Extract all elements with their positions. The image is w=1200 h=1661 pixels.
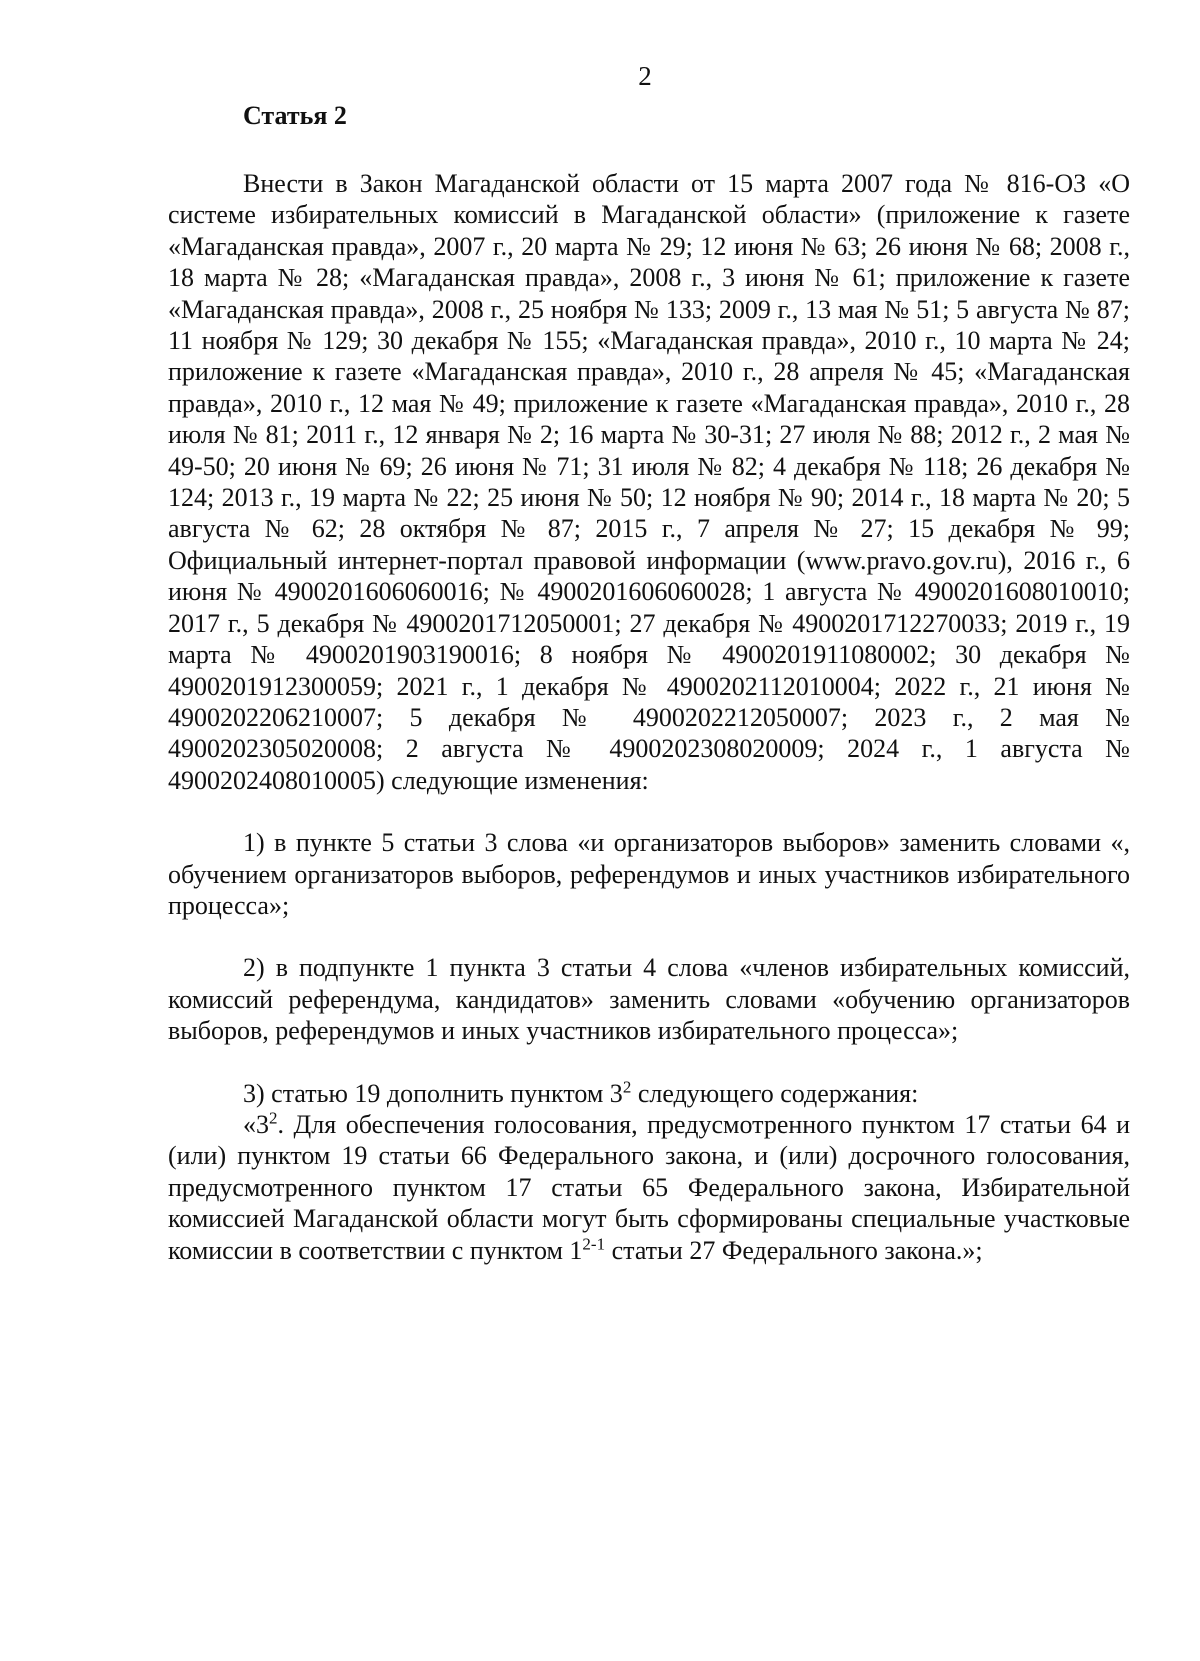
document-body [168, 168, 1130, 1266]
quote-text: . Для обеспечения голосования, предусмотренного пунктом 17 статьи 64 и (или) пунктом 19 статьи 66 Федерального закона, и (или) досрочного голосования, предусмотренного пунктом 17 статьи 65 Федерального закона, Избирательной комиссией Магаданской области могут быть сформированы специальные участковые комиссии в соответствии с пунктом 1 [168, 1109, 1130, 1265]
article-heading: Статья 2 [243, 101, 347, 130]
item3-intro-tail: следующего содержания: [631, 1078, 919, 1108]
quote-end: статьи 27 Федерального закона.»; [605, 1235, 983, 1265]
quote-superscript-2: 2-1 [582, 1233, 606, 1253]
quote-open: «3 [243, 1109, 269, 1139]
item3-intro-superscript: 2 [622, 1076, 632, 1096]
quote-superscript: 2 [269, 1108, 278, 1128]
item3-quoted-paragraph [168, 1109, 1130, 1266]
amendment-item-3 [168, 1078, 1130, 1109]
intro-paragraph: Внести в Закон Магаданской области от 15 марта 2007 года № 816-ОЗ «О системе избирательных комиссий в Магаданской области» (приложение к газете «Магаданская правда», 2007 г., 20 марта № 29; 12 июня № 63; 26 июня № 68; 2008 г., 18 марта № 28; «Магаданская правда», 2008 г., 3 июня № 61; приложение к газете «Магаданская правда», 2008 г., 25 ноября № 133; 2009 г., 13 мая № 51; 5 августа № 87; 11 ноября № 129; 30 декабря № 155; «Магаданская правда», 2010 г., 10 марта № 24; приложение к газете «Магаданская правда», 2010 г., 28 апреля № 45; «Магаданская правда», 2010 г., 12 мая № 49; приложение к газете «Магаданская правда», 2010 г., 28 июля № 81; 2011 г., 12 января № 2; 16 марта № 30-31; 27 июля № 88; 2012 г., 2 мая № 49-50; 20 июня № 69; 26 июня № 71; 31 июля № 82; 4 декабря № 118; 26 декабря № 124; 2013 г., 19 марта № 22; 25 июня № 50; 12 ноября № 90; 2014 г., 18 марта № 20; 5 августа № 62; 28 октября № 87; 2015 г., 7 апреля № 27; 15 декабря № 99; Официальный интернет-портал правовой информации (www.pravo.gov.ru), 2016 г., 6 июня № 4900201606060016; № 4900201606060028; 1 августа № 4900201608010010; 2017 г., 5 декабря № 4900201712050001; 27 декабря № 4900201712270033; 2019 г., 19 марта № 4900201903190016; 8 ноября № 4900201911080002; 30 декабря № 4900201912300059; 2021 г., 1 декабря № 4900202112010004; 2022 г., 21 июня № 4900202206210007; 5 декабря № 4900202212050007; 2023 г., 2 мая № 4900202305020008; 2 августа № 4900202308020009; 2024 г., 1 августа № 4900202408010005) следующие изменения: [168, 169, 1130, 795]
amendment-item-1: 1) в пункте 5 статьи 3 слова «и организаторов выборов» заменить словами «, обучением организаторов выборов, референдумов и иных участников избирательного процесса»; [168, 828, 1130, 920]
item3-intro-text: 3) статью 19 дополнить пунктом 3 [243, 1078, 623, 1108]
page-number: 2 [638, 61, 652, 91]
amendment-item-2: 2) в подпункте 1 пункта 3 статьи 4 слова «членов избирательных комиссий, комиссий референдума, кандидатов» заменить словами «обучению организаторов выборов, референдумов и иных участников избирательного процесса»; [168, 953, 1130, 1046]
